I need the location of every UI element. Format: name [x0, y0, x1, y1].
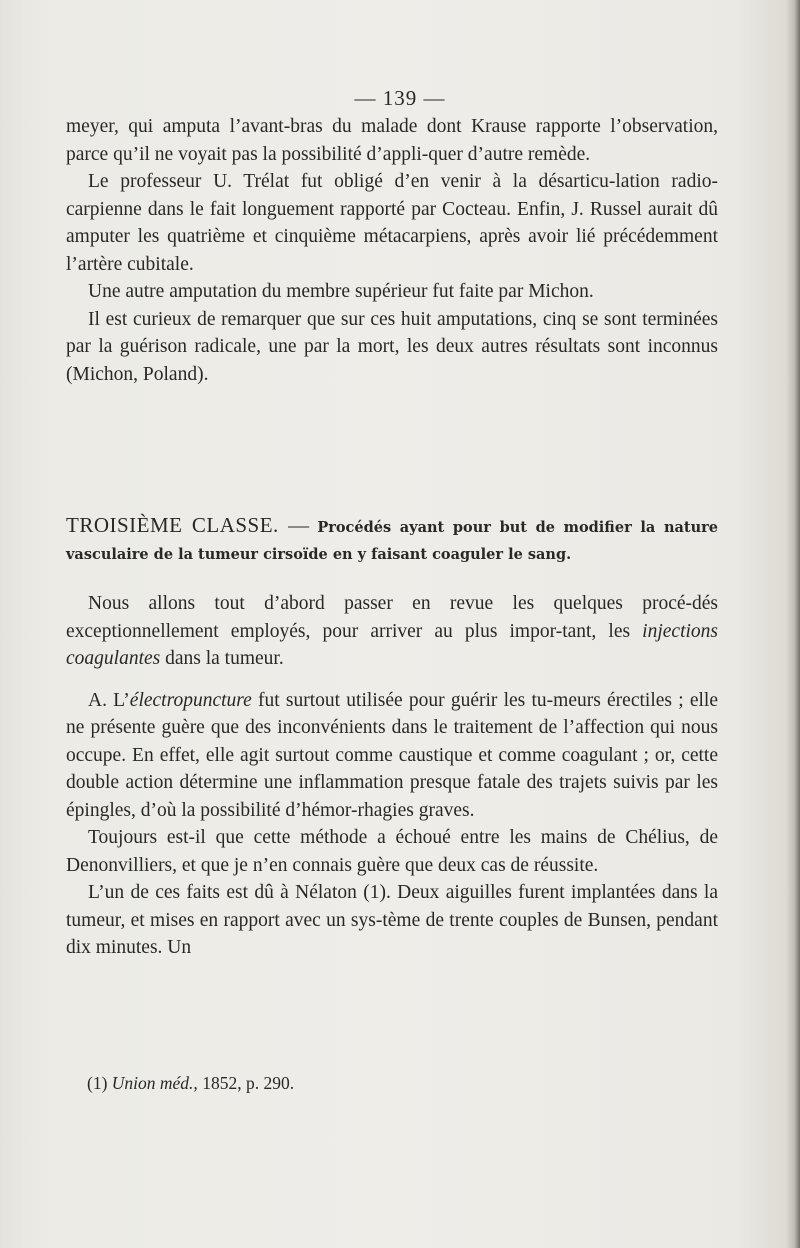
section-description: Procédés ayant pour but de modifier la nature vasculaire de la tumeur cirsoïde en y faisant coaguler le sang.: [66, 519, 719, 563]
footnote-detail: 1852, p. 290.: [197, 1073, 295, 1093]
footnote: [87, 1073, 294, 1094]
text-run: Nous allons tout d’abord passer en revue les quelques procé-dés exceptionnellement employés, pour arriver au plus impor-tant, les: [66, 593, 718, 642]
paragraph: L’un de ces faits est dû à Nélaton (1). Deux aiguilles furent implantées dans la tumeur, et mises en rapport avec un sys-tème de trente couples de Bunsen, pendant dix minutes. Un: [66, 882, 718, 958]
paragraph-electropuncture: [66, 687, 718, 825]
paragraph-intro: [66, 590, 718, 673]
paragraph: Il est curieux de remarquer que sur ces huit amputations, cinq se sont terminées par la guérison radicale, une par la mort, les deux autres résultats sont inconnus (Michon, Poland).: [66, 308, 718, 385]
paragraph: meyer, qui amputa l’avant-bras du malade dont Krause rapporte l’observation, parce qu’il ne voyait pas la possibilité d’appli-quer d’autre remède.: [66, 116, 718, 165]
section-title: TROISIÈME CLASSE. —: [66, 513, 310, 537]
body-text-bottom: [66, 590, 718, 962]
italic-term: injections coagulantes: [66, 620, 718, 669]
section-heading: [66, 512, 718, 568]
footnote-source: Union méd.,: [111, 1073, 198, 1093]
text-run: fut surtout utilisée pour guérir les tu-meurs érectiles ; elle ne présente guère que des inconvénients dans le traitement de l’affection qui nous occupe. En effet, elle agit surtout comme caustique et comme coagulant ; or, cette double action détermine une inflammation presque fatale des trajets suivis par les épingles, d’où la possibilité d’hémor-rhagies graves.: [66, 689, 718, 821]
italic-term: électropuncture: [129, 689, 252, 711]
paragraph: Une autre amputation du membre supérieur fut faite par Michon.: [88, 281, 594, 302]
spacer: [66, 673, 718, 687]
paragraph: Toujours est-il que cette méthode a échoué entre les mains de Chélius, de Denonvilliers, et que je n’en connais guère que deux cas de réussite.: [66, 827, 718, 876]
page-number: — 139 —: [354, 86, 446, 110]
text-run: dans la tumeur.: [160, 648, 284, 669]
paragraph: Le professeur U. Trélat fut obligé d’en venir à la désarticu-lation radio-carpienne dans le fait longuement rapporté par Cocteau. Enfin, J. Russel aurait dû amputer les quatrième et cinquième métacarpiens, après avoir lié précédemment l’artère cubitale.: [66, 171, 718, 275]
text-run: A. L’: [88, 689, 130, 711]
page-edge-shadow: [786, 0, 800, 1248]
footnote-marker: (1): [87, 1073, 112, 1093]
body-text-top: [66, 113, 718, 388]
